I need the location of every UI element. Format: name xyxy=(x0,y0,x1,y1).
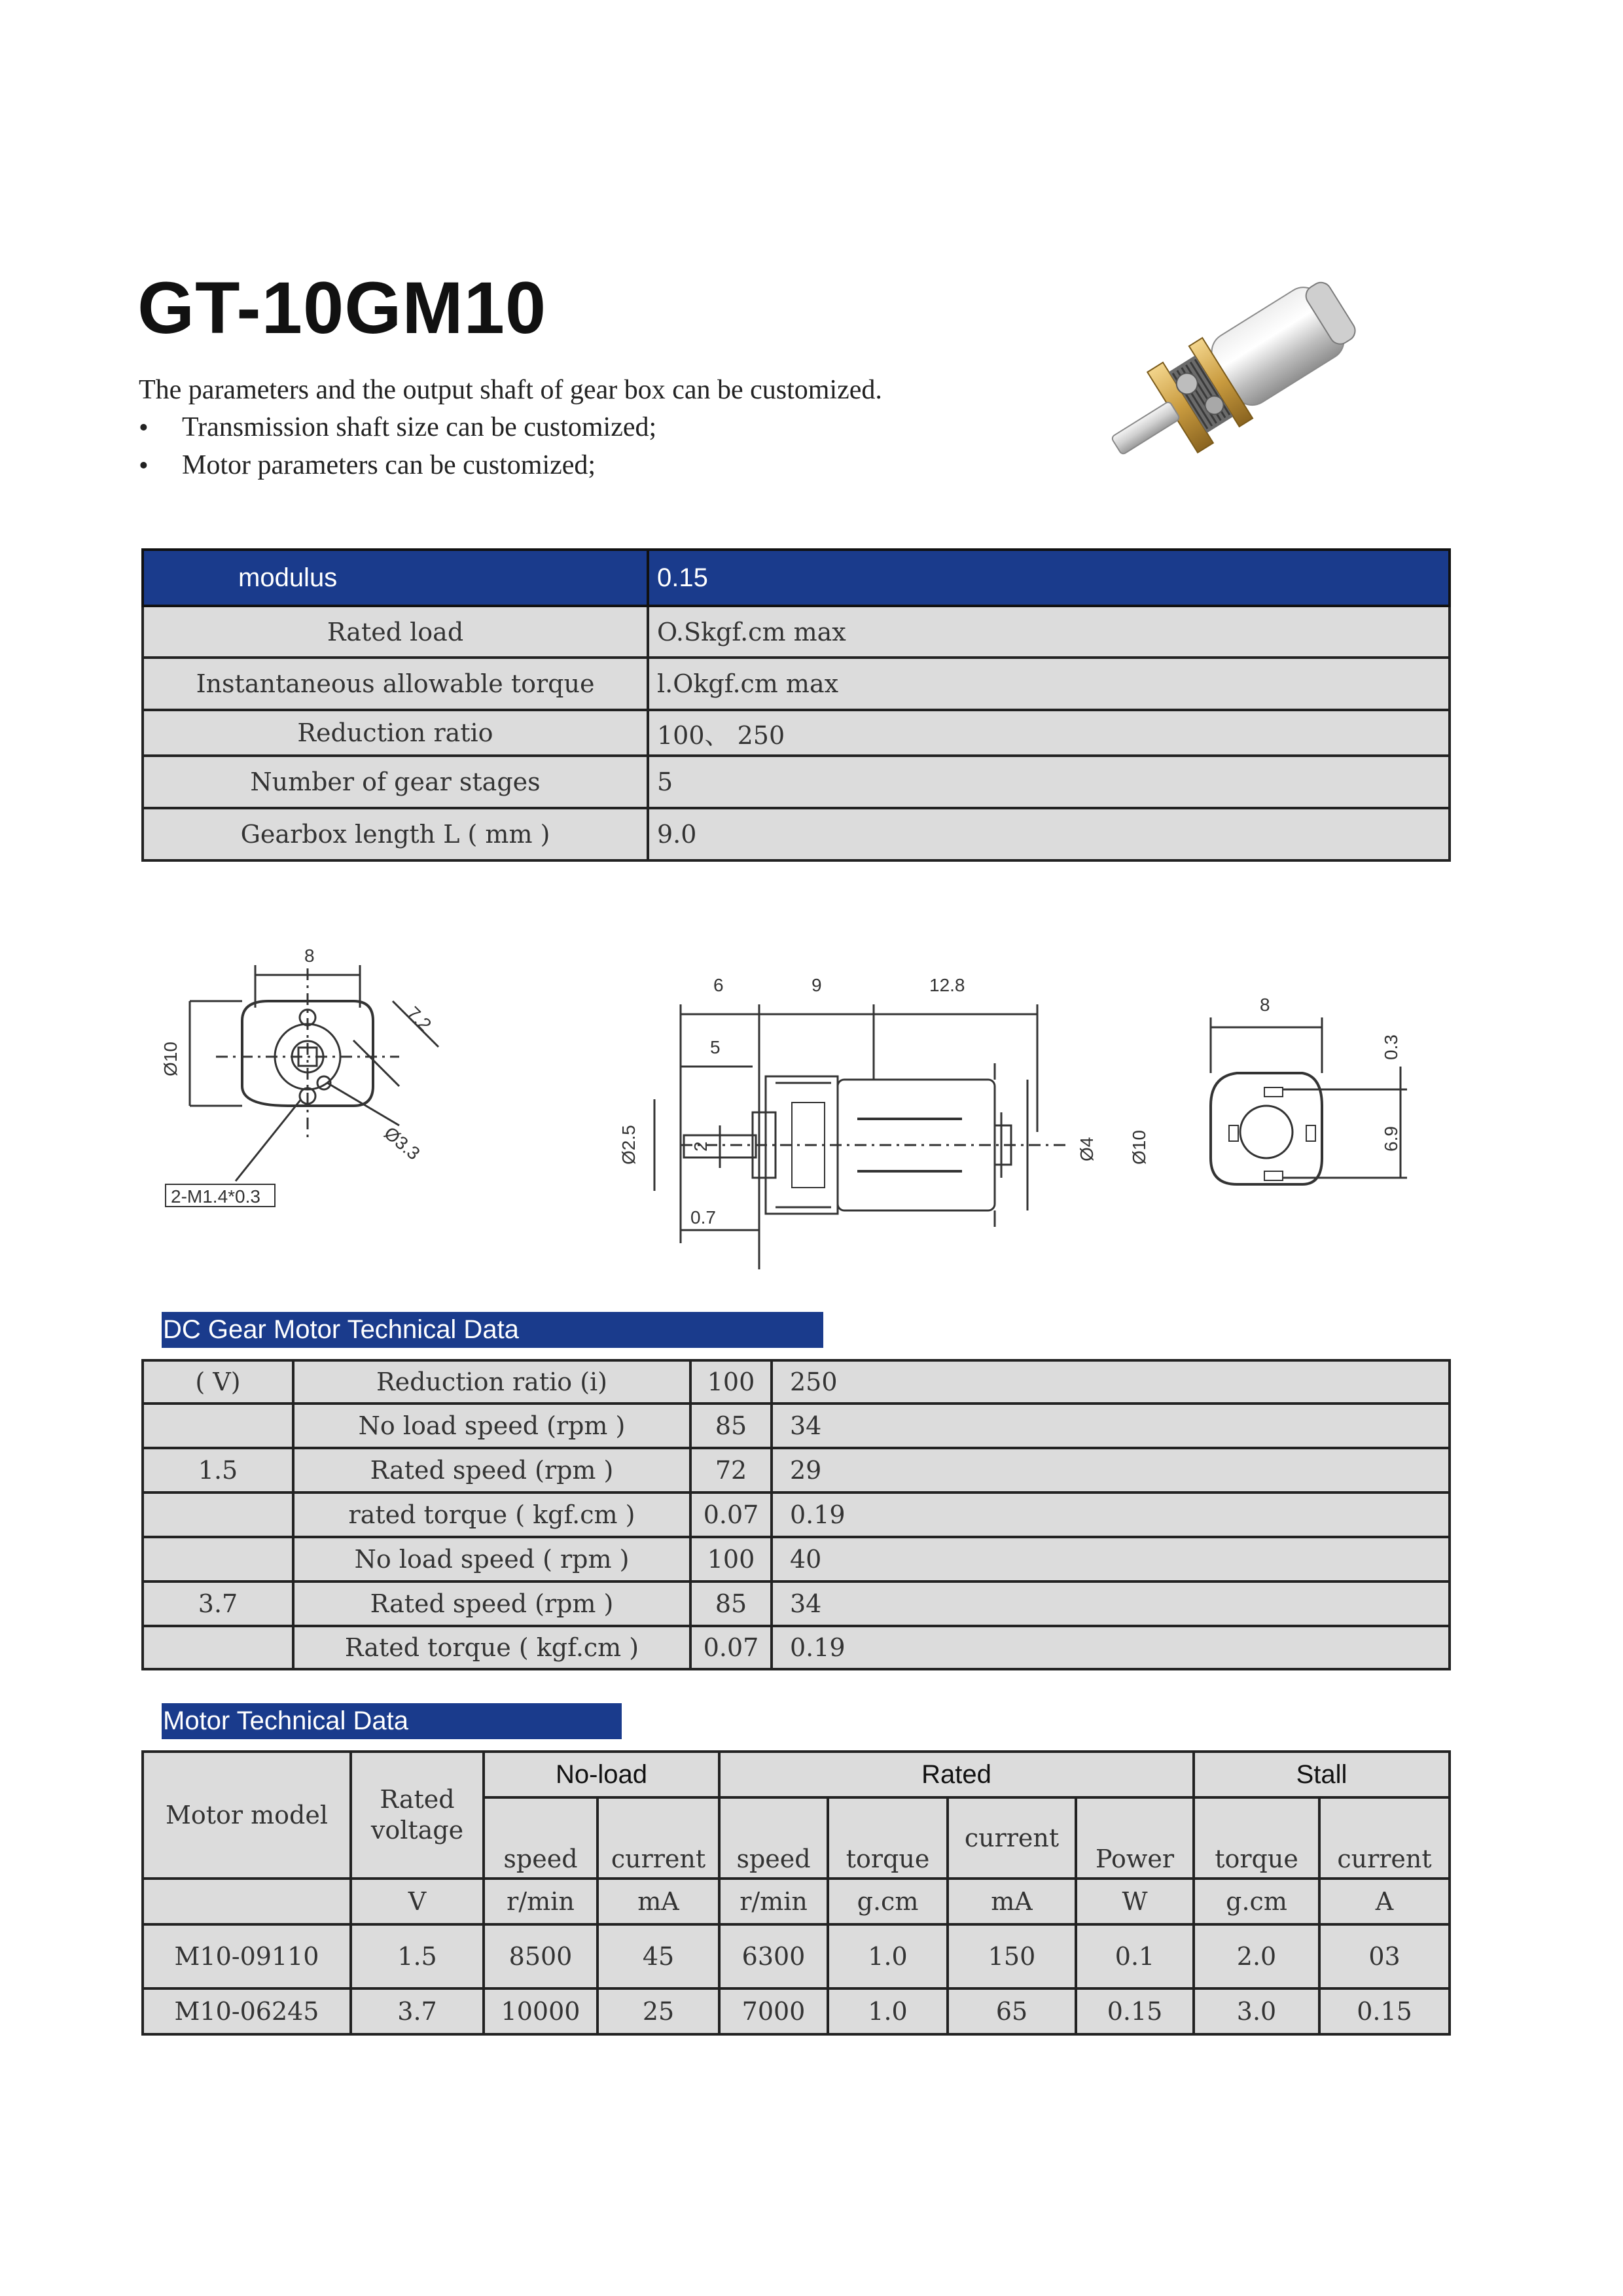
dim-side-25: Ø2.5 xyxy=(618,1125,639,1165)
dc-value-a: 72 xyxy=(690,1448,772,1492)
motor-model: M10-06245 xyxy=(143,1988,351,2034)
motor-cell: 0.1 xyxy=(1076,1924,1194,1988)
dim-front-hole: Ø3.3 xyxy=(380,1122,424,1164)
dc-param: rated torque ( kgf.cm ) xyxy=(293,1492,690,1537)
dim-side-128: 12.8 xyxy=(929,975,965,995)
param-value: 100、 250 xyxy=(648,710,1450,756)
unit-cell: mA xyxy=(948,1879,1076,1924)
back-view xyxy=(1211,1017,1407,1184)
motor-model-header: Motor model xyxy=(143,1752,351,1879)
bullet-symbol: • xyxy=(139,413,149,443)
motor-cell: 150 xyxy=(948,1924,1076,1988)
motor-cell: 1.0 xyxy=(828,1988,948,2034)
dc-value-a: 100 xyxy=(690,1537,772,1581)
dim-front-width: 8 xyxy=(304,945,315,966)
motor-cell: 3.0 xyxy=(1194,1988,1319,2034)
dc-value-a: 0.07 xyxy=(690,1492,772,1537)
dc-value-b: 34 xyxy=(772,1404,1450,1448)
motor-cell: 1.0 xyxy=(828,1924,948,1988)
param-label: Rated load xyxy=(143,606,648,658)
unit-cell: A xyxy=(1319,1879,1450,1924)
motor-model: M10-09110 xyxy=(143,1924,351,1988)
intro-line: The parameters and the output shaft of gear box can be customized. xyxy=(139,375,882,405)
motor-cell: 3.7 xyxy=(351,1988,484,2034)
dc-section-banner: DC Gear Motor Technical Data xyxy=(162,1312,823,1348)
bullet-symbol: • xyxy=(139,451,149,481)
motor-table xyxy=(141,1750,1451,2036)
noload-group-header: No-load xyxy=(484,1752,719,1797)
motor-cell: 2.0 xyxy=(1194,1924,1319,1988)
unit-cell: r/min xyxy=(719,1879,828,1924)
motor-cell: 25 xyxy=(597,1988,719,2034)
unit-cell: g.cm xyxy=(1194,1879,1319,1924)
motor-cell: 6300 xyxy=(719,1924,828,1988)
unit-cell: g.cm xyxy=(828,1879,948,1924)
dim-front-diag: 7.2 xyxy=(402,1002,436,1035)
unit-cell: r/min xyxy=(484,1879,597,1924)
param-value: 9.0 xyxy=(648,808,1450,860)
param-label: Number of gear stages xyxy=(143,756,648,808)
product-photo xyxy=(1080,242,1394,517)
dc-value-a: 85 xyxy=(690,1404,772,1448)
col-header: torque xyxy=(1194,1797,1319,1879)
dim-side-07: 0.7 xyxy=(690,1207,716,1227)
dc-value-b: 40 xyxy=(772,1537,1450,1581)
dim-back-03: 0.3 xyxy=(1381,1034,1401,1060)
rated-group-header: Rated xyxy=(719,1752,1194,1797)
col-header: speed xyxy=(719,1797,828,1879)
dc-param: No load speed ( rpm ) xyxy=(293,1537,690,1581)
technical-drawings xyxy=(137,916,1459,1282)
motor-cell: 7000 xyxy=(719,1988,828,2034)
dc-voltage xyxy=(143,1626,293,1669)
dc-param: No load speed (rpm ) xyxy=(293,1404,690,1448)
dim-back-69: 6.9 xyxy=(1381,1126,1401,1152)
dim-side-2: 2 xyxy=(690,1141,711,1152)
dim-back-8: 8 xyxy=(1260,995,1270,1015)
motor-cell: 10000 xyxy=(484,1988,597,2034)
dim-side-6: 6 xyxy=(713,975,724,995)
dc-gear-table xyxy=(141,1359,1451,1670)
col-header: speed xyxy=(484,1797,597,1879)
motor-cell: 0.15 xyxy=(1076,1988,1194,2034)
stall-group-header: Stall xyxy=(1194,1752,1450,1797)
col-header: current xyxy=(1319,1797,1450,1879)
motor-cell: 65 xyxy=(948,1988,1076,2034)
dim-front-dia: Ø10 xyxy=(160,1042,181,1076)
dc-voltage xyxy=(143,1537,293,1581)
motor-cell: 03 xyxy=(1319,1924,1450,1988)
parameter-table xyxy=(141,548,1451,862)
dc-voltage: 1.5 xyxy=(143,1448,293,1492)
col-header: Power xyxy=(1076,1797,1194,1879)
modulus-value: 0.15 xyxy=(648,550,1450,606)
unit-cell: V xyxy=(351,1879,484,1924)
dc-value-b: 34 xyxy=(772,1581,1450,1626)
front-view xyxy=(166,965,438,1207)
unit-cell: W xyxy=(1076,1879,1194,1924)
bullet-motor: Motor parameters can be customized; xyxy=(182,450,596,480)
dc-value-b: 29 xyxy=(772,1448,1450,1492)
dc-param: Rated torque ( kgf.cm ) xyxy=(293,1626,690,1669)
dc-voltage xyxy=(143,1492,293,1537)
param-label: Reduction ratio xyxy=(143,710,648,756)
param-label: Gearbox length L ( mm ) xyxy=(143,808,648,860)
param-value: O.Skgf.cm max xyxy=(648,606,1450,658)
param-value: l.Okgf.cm max xyxy=(648,658,1450,710)
dc-voltage xyxy=(143,1404,293,1448)
dc-value-a: 0.07 xyxy=(690,1626,772,1669)
dc-param: Reduction ratio (i) xyxy=(293,1360,690,1404)
param-value: 5 xyxy=(648,756,1450,808)
motor-cell: 1.5 xyxy=(351,1924,484,1988)
motor-section-banner: Motor Technical Data xyxy=(162,1703,622,1739)
param-label: Instantaneous allowable torque xyxy=(143,658,648,710)
motor-cell: 8500 xyxy=(484,1924,597,1988)
dc-voltage: 3.7 xyxy=(143,1581,293,1626)
col-header: current xyxy=(597,1797,719,1879)
dim-side-10: Ø10 xyxy=(1129,1130,1149,1165)
bullet-shaft: Transmission shaft size can be customized; xyxy=(182,412,657,442)
dc-value-a: 100 xyxy=(690,1360,772,1404)
page-title: GT-10GM10 xyxy=(137,267,547,349)
unit-cell: mA xyxy=(597,1879,719,1924)
dc-param: Rated speed (rpm ) xyxy=(293,1581,690,1626)
dc-value-a: 85 xyxy=(690,1581,772,1626)
screw-label: 2-M1.4*0.3 xyxy=(171,1186,260,1207)
dc-value-b: 0.19 xyxy=(772,1492,1450,1537)
dim-side-9: 9 xyxy=(812,975,822,995)
col-header: torque xyxy=(828,1797,948,1879)
unit-cell xyxy=(143,1879,351,1924)
col-header: current xyxy=(948,1797,1076,1879)
motor-cell: 0.15 xyxy=(1319,1988,1450,2034)
dc-value-b: 250 xyxy=(772,1360,1450,1404)
dim-side-4: Ø4 xyxy=(1077,1137,1097,1161)
motor-cell: 45 xyxy=(597,1924,719,1988)
dc-param: Rated speed (rpm ) xyxy=(293,1448,690,1492)
modulus-label: modulus xyxy=(143,550,648,606)
dc-voltage: ( V) xyxy=(143,1360,293,1404)
dim-side-5: 5 xyxy=(710,1037,721,1057)
dc-value-b: 0.19 xyxy=(772,1626,1450,1669)
rated-voltage-header: Rated voltage xyxy=(351,1752,484,1879)
